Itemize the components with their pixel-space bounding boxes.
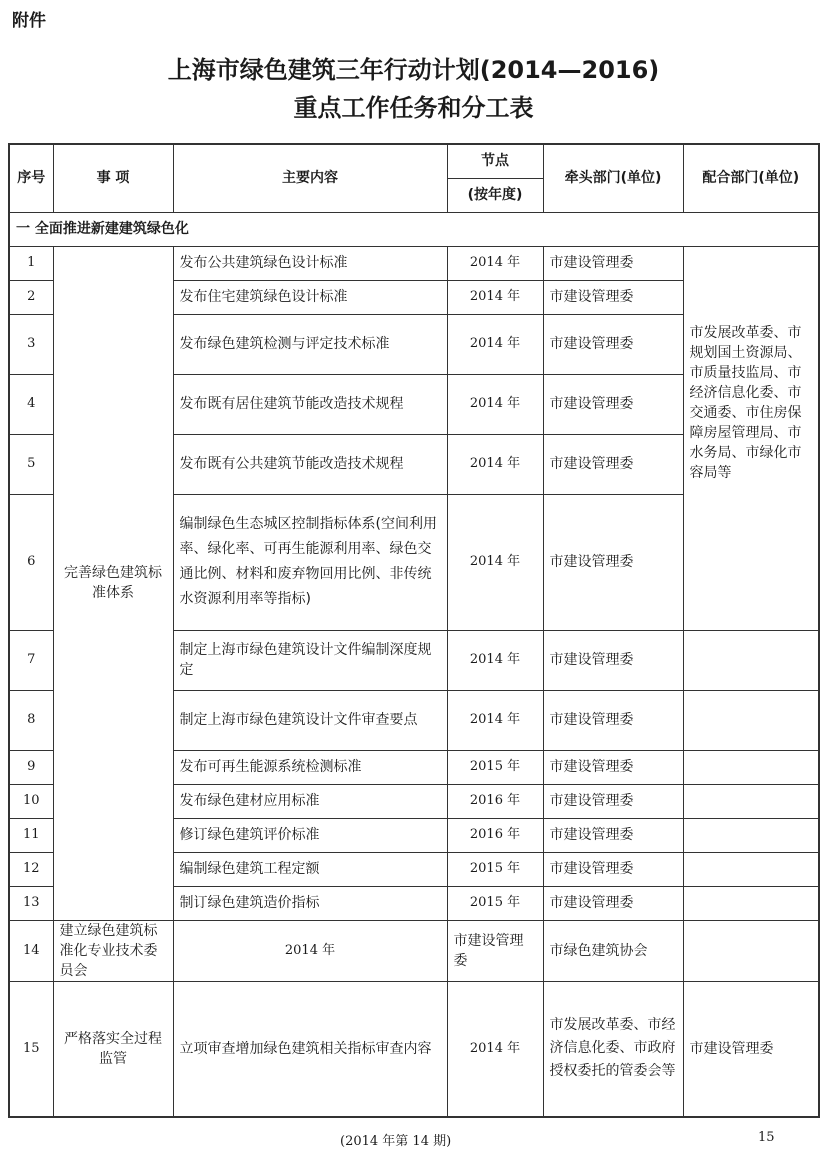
row-year: 2014 年 <box>447 981 543 1117</box>
row-content: 建立绿色建筑标准化专业技术委员会 <box>53 920 173 981</box>
row-item: 严格落实全过程监管 <box>53 981 173 1117</box>
row-no: 10 <box>9 784 53 818</box>
row-content: 编制绿色生态城区控制指标体系(空间利用率、绿化率、可再生能源利用率、绿色交通比例、材料和废弃物回用比例、非传统水资源利用率等指标) <box>173 494 447 630</box>
row-content: 发布住宅建筑绿色设计标准 <box>173 280 447 314</box>
page-subtitle: 重点工作任务和分工表 <box>293 94 534 122</box>
row-year: 2015 年 <box>447 886 543 920</box>
row-lead: 市建设管理委 <box>543 246 683 280</box>
row-no: 13 <box>9 886 53 920</box>
row-lead: 市建设管理委 <box>543 886 683 920</box>
header-item: 事 项 <box>53 144 173 212</box>
row-no: 9 <box>9 750 53 784</box>
row-year: 2016 年 <box>447 818 543 852</box>
header-node: 节点 <box>447 144 543 178</box>
header-node-sub: (按年度) <box>447 178 543 212</box>
row-lead: 市建设管理委 <box>543 630 683 690</box>
row-coop <box>683 630 819 690</box>
row-year: 2016 年 <box>447 784 543 818</box>
row-year: 2014 年 <box>447 630 543 690</box>
row-year: 2014 年 <box>447 434 543 494</box>
row-no: 2 <box>9 280 53 314</box>
table-row <box>9 981 819 1117</box>
row-coop <box>683 690 819 750</box>
row-no: 1 <box>9 246 53 280</box>
row-lead: 市建设管理委 <box>447 920 543 981</box>
row-year: 2015 年 <box>447 852 543 886</box>
row-no: 4 <box>9 374 53 434</box>
table-row <box>9 246 819 280</box>
row-year: 2014 年 <box>447 280 543 314</box>
row-year: 2014 年 <box>447 314 543 374</box>
row-no: 6 <box>9 494 53 630</box>
row-content: 发布公共建筑绿色设计标准 <box>173 246 447 280</box>
task-table <box>8 143 820 1118</box>
issue-label: (2014 年第 14 期) <box>340 1134 452 1149</box>
header-seq: 序号 <box>9 144 53 212</box>
row-lead: 市发展改革委、市经济信息化委、市政府授权委托的管委会等 <box>543 981 683 1117</box>
row-year: 2014 年 <box>447 374 543 434</box>
row-lead: 市建设管理委 <box>543 434 683 494</box>
row-content: 制定上海市绿色建筑设计文件编制深度规定 <box>173 630 447 690</box>
group-coop: 市发展改革委、市规划国土资源局、市质量技监局、市经济信息化委、市交通委、市住房保障房屋管理局、市水务局、市绿化市容局等 <box>683 246 819 630</box>
row-lead: 市建设管理委 <box>543 750 683 784</box>
row-content: 制定上海市绿色建筑设计文件审查要点 <box>173 690 447 750</box>
row-no: 14 <box>9 920 53 981</box>
row-no: 7 <box>9 630 53 690</box>
row-year: 2014 年 <box>447 494 543 630</box>
row-coop <box>683 852 819 886</box>
row-content: 发布可再生能源系统检测标准 <box>173 750 447 784</box>
row-year: 2014 年 <box>173 920 447 981</box>
row-no: 15 <box>9 981 53 1117</box>
row-coop <box>683 750 819 784</box>
row-content: 发布既有公共建筑节能改造技术规程 <box>173 434 447 494</box>
row-no: 3 <box>9 314 53 374</box>
header-content: 主要内容 <box>173 144 447 212</box>
row-year: 2015 年 <box>447 750 543 784</box>
row-content: 发布既有居住建筑节能改造技术规程 <box>173 374 447 434</box>
attachment-label: 附件 <box>12 11 46 31</box>
row-content: 立项审查增加绿色建筑相关指标审查内容 <box>173 981 447 1117</box>
row-lead: 市建设管理委 <box>543 690 683 750</box>
row-no: 11 <box>9 818 53 852</box>
row-coop <box>683 784 819 818</box>
row-lead: 市建设管理委 <box>543 784 683 818</box>
row-lead: 市建设管理委 <box>543 374 683 434</box>
row-coop <box>683 886 819 920</box>
header-lead: 牵头部门(单位) <box>543 144 683 212</box>
row-no: 5 <box>9 434 53 494</box>
row-lead: 市建设管理委 <box>543 818 683 852</box>
row-content: 编制绿色建筑工程定额 <box>173 852 447 886</box>
section-heading: 一 全面推进新建建筑绿色化 <box>9 212 819 246</box>
row-content: 发布绿色建筑检测与评定技术标准 <box>173 314 447 374</box>
row-no: 8 <box>9 690 53 750</box>
row-no: 12 <box>9 852 53 886</box>
row-lead: 市建设管理委 <box>543 494 683 630</box>
row-year: 2014 年 <box>447 246 543 280</box>
row-coop: 市绿色建筑协会 <box>543 920 683 981</box>
page-number: 15 <box>758 1130 775 1145</box>
row-coop <box>683 818 819 852</box>
page-title: 上海市绿色建筑三年行动计划(2014—2016) <box>167 56 660 84</box>
row-content: 修订绿色建筑评价标准 <box>173 818 447 852</box>
row-content: 制订绿色建筑造价指标 <box>173 886 447 920</box>
row-lead: 市建设管理委 <box>543 314 683 374</box>
row-coop: 市建设管理委 <box>683 981 819 1117</box>
row-lead: 市建设管理委 <box>543 852 683 886</box>
row-lead: 市建设管理委 <box>543 280 683 314</box>
row-year: 2014 年 <box>447 690 543 750</box>
table-row <box>9 920 819 981</box>
group-item: 完善绿色建筑标准体系 <box>53 246 173 920</box>
header-coop: 配合部门(单位) <box>683 144 819 212</box>
row-content: 发布绿色建材应用标准 <box>173 784 447 818</box>
